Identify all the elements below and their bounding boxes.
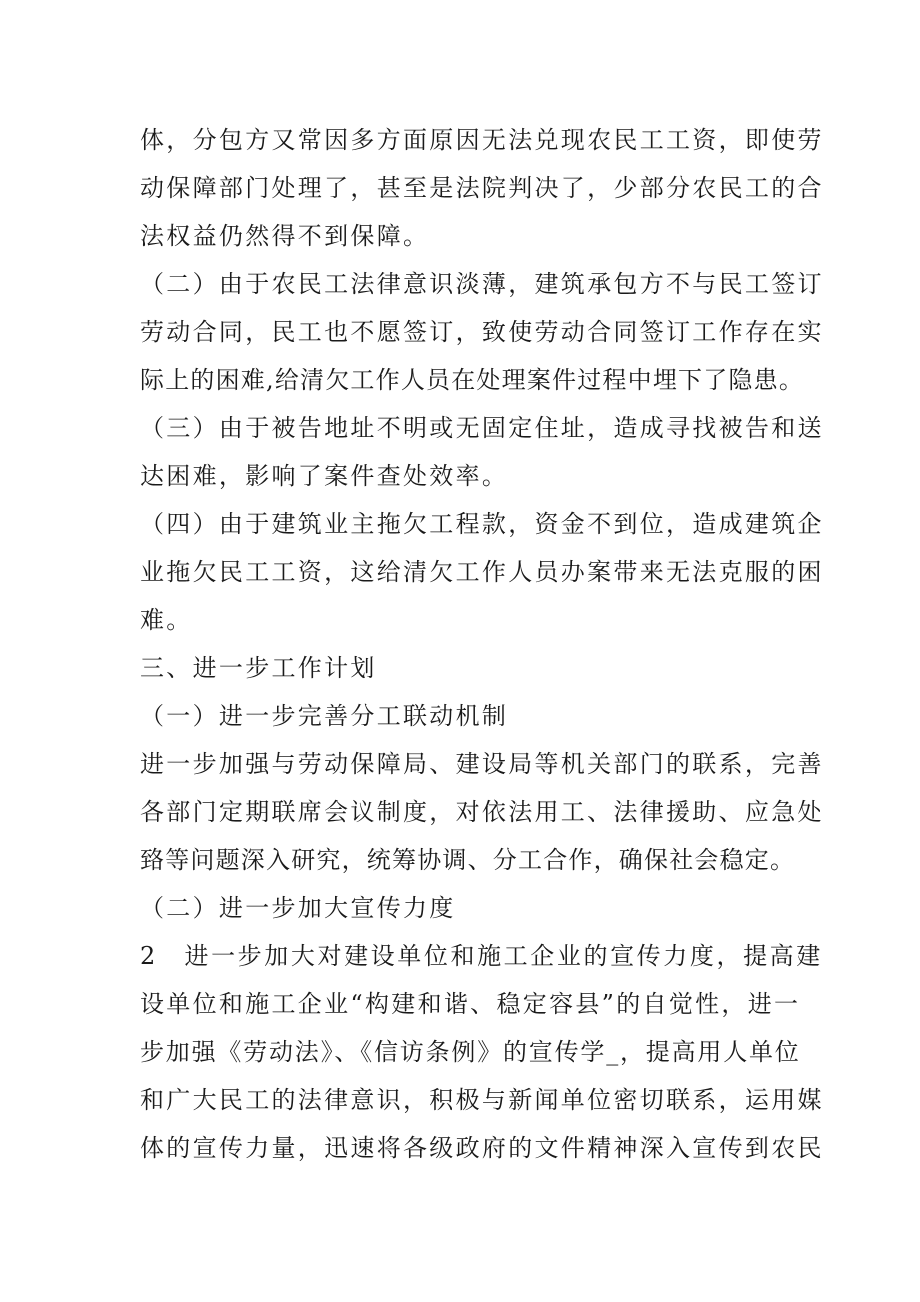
chapter-heading: 三、进一步工作计划 [140,654,377,682]
text-line: 难。 [140,606,193,634]
document-body [140,116,824,1172]
subsection-heading-2: （二）进一步加大宣传力度 [140,894,456,922]
text-line: 动保障部门处理了，甚至是法院判决了，少部分农民工的合 [140,174,824,202]
section-heading-2: （二）由于农民工法律意识淡薄，建筑承包方不与民工签订 [140,270,824,298]
section-heading-3: （三）由于被告地址不明或无固定住址，造成寻找被告和送 [140,414,824,442]
text-line: 臵等问题深入研究，统筹协调、分工合作，确保社会稳定。 [140,846,796,874]
text-line: 设单位和施工企业“构建和谐、稳定容县”的自觉性，进一 [140,990,801,1018]
text-line: 业拖欠民工工资，这给清欠工作人员办案带来无法克服的困 [140,558,824,586]
text-line: 法权益仍然得不到保障。 [140,222,430,250]
text-line: 际上的困难,给清欠工作人员在处理案件过程中埋下了隐患。 [140,366,805,394]
text-line: 进一步加强与劳动保障局、建设局等机关部门的联系，完善 [140,750,824,778]
subsection-heading-1: （一）进一步完善分工联动机制 [140,702,509,730]
text-line: 体，分包方又常因多方面原因无法兑现农民工工资，即使劳 [140,126,824,154]
text-line: 步加强《劳动法》、《信访条例》的宣传学_，提高用人单位 [140,1038,801,1066]
text-line: 劳动合同，民工也不愿签订，致使劳动合同签订工作存在实 [140,318,824,346]
section-heading-4: （四）由于建筑业主拖欠工程款，资金不到位，造成建筑企 [140,510,824,538]
text-line: 体的宣传力量，迅速将各级政府的文件精神深入宣传到农民 [140,1134,824,1162]
text-line: 各部门定期联席会议制度，对依法用工、法律援助、应急处 [140,798,824,826]
text-line: 和广大民工的法律意识，积极与新闻单位密切联系，运用媒 [140,1086,824,1114]
text-line: 2 进一步加大对建设单位和施工企业的宣传力度，提高建 [140,942,823,970]
text-line: 达困难，影响了案件查处效率。 [140,462,509,490]
